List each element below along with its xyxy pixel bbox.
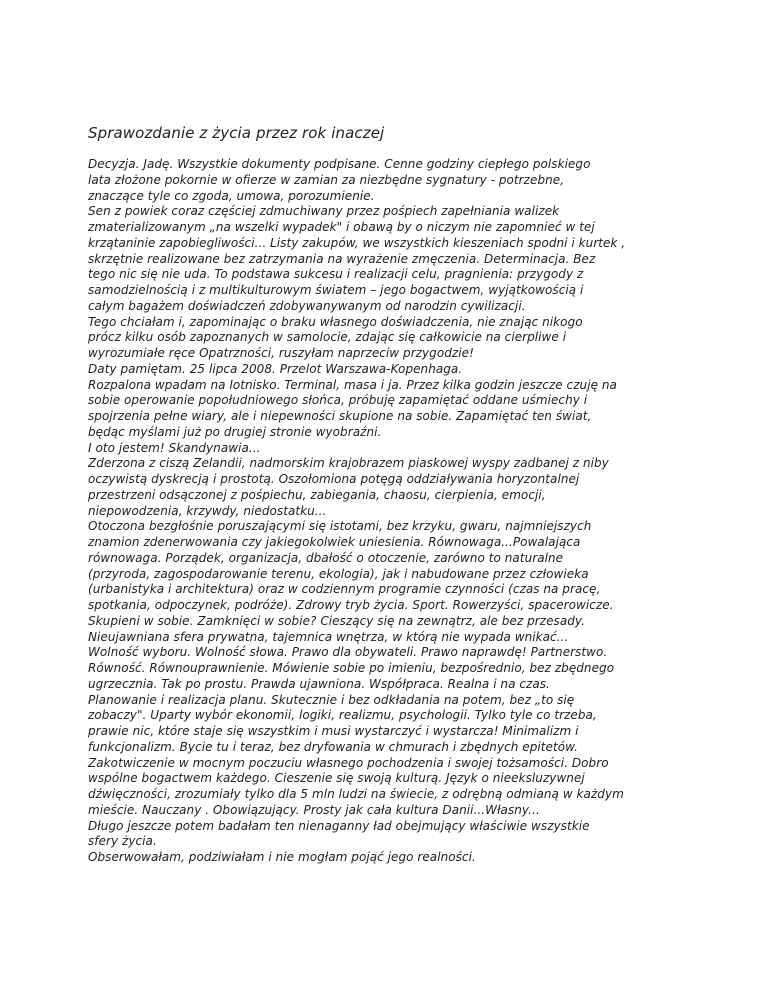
text-line: Zakotwiczenie w mocnym poczuciu własnego pochodzenia i swojej tożsamości. Dobro [88, 755, 609, 770]
text-line: będąc myślami już po drugiej stronie wyobraźni. [88, 424, 382, 439]
text-line: spotkania, odpoczynek, podróże). Zdrowy tryb życia. Sport. Rowerzyści, spacerowicze. [88, 598, 614, 612]
text-line: sfery życia. [88, 834, 157, 849]
text-line: prawie nic, które staje się wszystkim i musi wystarczyć i wystarcza! Minimalizm i [88, 724, 579, 738]
text-line: znaczące tyle co zgoda, umowa, porozumienie. [88, 188, 375, 203]
text-line: skrzętnie realizowane bez zatrzymania na wyrażenie zmęczenia. Determinacja. Bez [88, 251, 596, 266]
text-line: oczywistą dyskrecją i prostotą. Oszołomiona potęgą oddziaływania horyzontalnej [88, 472, 580, 486]
text-line: ugrzecznia. Tak po prostu. Prawda ujawniona. Współpraca. Realna i na czas. [88, 676, 550, 691]
text-line: wyrozumiałe ręce Opatrzności, ruszyłam naprzeciw przygodzie! [88, 346, 474, 360]
document-text [88, 157, 688, 866]
text-line: mieście. Nauczany . Obowiązujący. Prosty jak cała kultura Danii...Własny... [88, 802, 540, 817]
text-line: spojrzenia pełne wiary, ale i niepewności skupione na sobie. Zapamiętać ten świat, [88, 409, 592, 423]
text-line: Zderzona z ciszą Zelandii, nadmorskim krajobrazem piaskowej wyspy zadbanej z niby [88, 456, 609, 471]
text-line: funkcjonalizm. Bycie tu i teraz, bez dryfowania w chmurach i zbędnych epitetów. [88, 739, 579, 754]
text-line: (urbanistyka i architektura) oraz w codziennym programie czynności (czas na pracę, [88, 582, 601, 597]
text-line: Rozpalona wpadam na lotnisko. Terminal, masa i ja. Przez kilka godzin jeszcze czuję na [88, 377, 617, 392]
text-line: Daty pamiętam. 25 lipca 2008. Przelot Warszawa-Kopenhaga. [88, 361, 463, 376]
text-line: Równość. Równouprawnienie. Mówienie sobie po imieniu, bezpośrednio, bez zbędnego [88, 661, 615, 675]
text-line: całym bagażem doświadczeń zdobywanywanym od narodzin cywilizacji. [88, 298, 526, 313]
text-line: Planowanie i realizacja planu. Skutecznie i bez odkładania na potem, bez „to się [88, 692, 575, 707]
text-line: niepowodzenia, krzywdy, niedostatku... [88, 503, 327, 518]
text-line: tego nic się nie uda. To podstawa sukcesu i realizacji celu, pragnienia: przygody z [88, 267, 584, 282]
text-line: dźwięczności, zrozumiały tylko dla 5 mln ludzi na świecie, z odrębną odmianą w każdym [88, 787, 624, 801]
text-line: przestrzeni odsączonej z pośpiechu, zabiegania, chaosu, cierpienia, emocji, [88, 487, 546, 502]
text-line: (przyroda, zagospodarowanie terenu, ekologia), jak i nabudowane przez człowieka [88, 566, 589, 581]
text-line: zobaczy". Uparty wybór ekonomii, logiki, realizmu, psychologii. Tylko tyle co trzeba, [88, 708, 597, 723]
text-line: równowaga. Porządek, organizacja, dbałość o otoczenie, zarówno to naturalne [88, 550, 564, 565]
text-line: Sen z powiek coraz częściej zdmuchiwany przez pośpiech zapełniania walizek [88, 204, 560, 219]
text-line: znamion zdenerwowania czy jakiegokolwiek uniesienia. Równowaga...Powalająca [88, 535, 581, 549]
text-line: Skupieni w sobie. Zamknięci w sobie? Cieszący się na zewnątrz, ale bez przesady. [88, 613, 585, 628]
document-title: Sprawozdanie z życia przez rok inaczej [88, 124, 385, 142]
text-line: wspólne bogactwem każdego. Cieszenie się swoją kulturą. Język o nieeksluzywnej [88, 771, 585, 786]
text-line: Wolność wyboru. Wolność słowa. Prawo dla obywateli. Prawo naprawdę! Partnerstwo. [88, 645, 608, 660]
text-line: Otoczona bezgłośnie poruszającymi się istotami, bez krzyku, gwaru, najmniejszych [88, 519, 592, 534]
text-line: lata złożone pokornie w ofierze w zamian za niezbędne sygnatury - potrzebne, [88, 172, 565, 187]
text-line: Tego chciałam i, zapominając o braku własnego doświadczenia, nie znając nikogo [88, 314, 583, 329]
text-line: zmaterializowanym „na wszelki wypadek" i obawą by o niczym nie zapomnieć w tej [88, 220, 595, 234]
text-line: samodzielnością i z multikulturowym światem – jego bogactwem, wyjątkowością i [88, 283, 584, 297]
text-line: Decyzja. Jadę. Wszystkie dokumenty podpisane. Cenne godziny ciepłego polskiego [88, 157, 591, 171]
text-line: Nieujawniana sfera prywatna, tajemnica wnętrza, w którą nie wypada wnikać... [88, 629, 569, 644]
text-line: Obserwowałam, podziwiałam i nie mogłam pojąć jego realności. [88, 850, 476, 864]
text-line: krzątaninie zapobiegliwości... Listy zakupów, we wszystkich kieszeniach spodni i kurtek , [88, 235, 626, 250]
document-body [88, 123, 688, 866]
text-line: Długo jeszcze potem badałam ten nienaganny ład obejmujący właściwie wszystkie [88, 818, 590, 833]
text-line: I oto jestem! Skandynawia... [88, 440, 261, 455]
text-line: prócz kilku osób zapoznanych w samolocie, zdając się całkowicie na cierpliwe i [88, 330, 567, 345]
text-line: sobie operowanie popołudniowego słońca, próbuję zapamiętać oddane uśmiechy i [88, 393, 588, 408]
